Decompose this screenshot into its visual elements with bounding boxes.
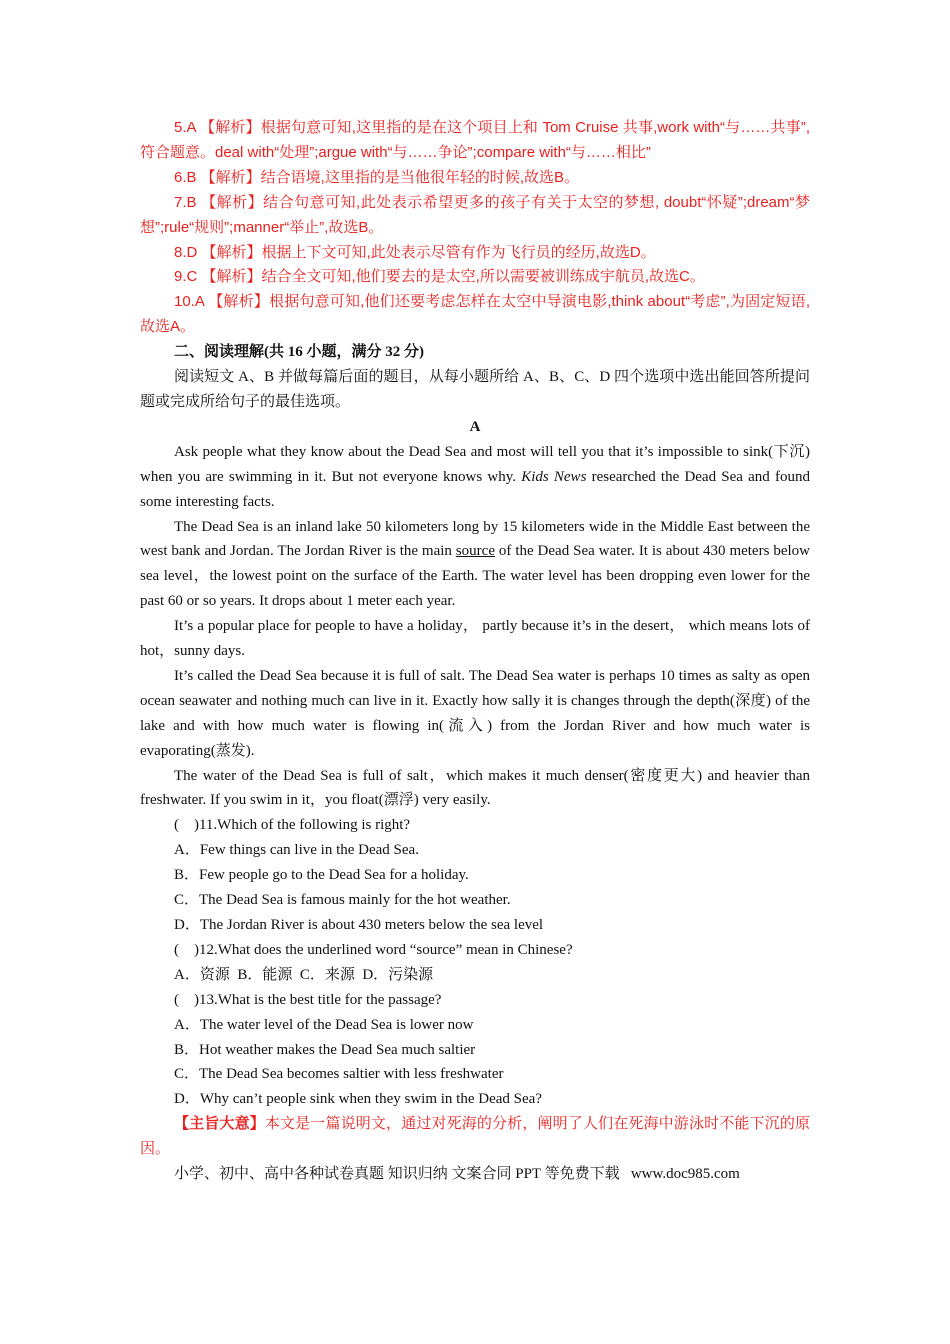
passage-paragraph-5: The water of the Dead Sea is full of salt，which makes it much denser(密度更大) and heavier than freshwater. If you swim in it，you float(漂浮) very easily.: [140, 767, 810, 809]
question-13-option-a: A．The water level of the Dead Sea is lower now: [174, 1016, 474, 1033]
passage-paragraph-3: It’s a popular place for people to have a holiday， partly because it’s in the desert， which means lots of hot，sunny days.: [140, 618, 810, 660]
section-heading: 二、阅读理解(共 16 小题，满分 32 分): [174, 344, 424, 361]
question-13-stem: ( )13.What is the best title for the passage?: [174, 991, 442, 1008]
section-instruction: 阅读短文 A、B 并做每篇后面的题目，从每小题所给 A、B、C、D 四个选项中选出能回答所提问题或完成所给句子的最佳选项。: [140, 369, 810, 410]
main-idea: [140, 1112, 810, 1162]
publication-name: Kids News: [521, 468, 587, 485]
answer-explanation-5: 5.A 【解析】根据句意可知,这里指的是在这个项目上和 Tom Cruise 共事,work with“与……共事”,符合题意。deal with“处理”;argue with“与……争论”;compare with“与……相比”: [140, 119, 810, 161]
main-idea-label: 【主旨大意】: [174, 1116, 265, 1133]
answer-explanation-7: 7.B 【解析】结合句意可知,此处表示希望更多的孩子有关于太空的梦想, doubt“怀疑”;dream“梦想”;rule“规则”;manner“举止”,故选B。: [140, 193, 810, 236]
question-11-option-b: B．Few people go to the Dead Sea for a holiday.: [174, 867, 469, 884]
document-page: [140, 116, 810, 1187]
question-13-option-d: D．Why can’t people sink when they swim in the Dead Sea?: [174, 1091, 542, 1108]
question-11-option-c: C．The Dead Sea is famous mainly for the hot weather.: [174, 892, 511, 909]
question-13-option-b: B．Hot weather makes the Dead Sea much saltier: [174, 1041, 476, 1058]
passage-paragraph-4: It’s called the Dead Sea because it is full of salt. The Dead Sea water is perhaps 10 times as salty as open ocean seawater and nothing much can live in it. Exactly how sally it is changes through the depth(深度) of the lake and with how much water is flowing in(流入) from the Jordan River and how much water is evaporating(蒸发).: [140, 667, 810, 759]
passage-paragraph-2: The Dead Sea is an inland lake 50 kilometers long by 15 kilometers wide in the Middle East between the west bank and Jordan. The Jordan River is the main source of the Dead Sea water. It is about 430 meters below sea level，the lowest point on the surface of the Earth. The water level has been dropping even lower for the past 60 or so years. It drops about 1 meter each year.: [140, 518, 810, 610]
answer-explanation-9: 9.C 【解析】结合全文可知,他们要去的是太空,所以需要被训练成宇航员,故选C。: [174, 268, 705, 286]
question-11-stem: ( )11.Which of the following is right?: [174, 817, 411, 834]
passage-title: A: [469, 418, 481, 435]
question-12-stem: ( )12.What does the underlined word “source” mean in Chinese?: [174, 941, 573, 958]
question-13-option-c: C．The Dead Sea becomes saltier with less freshwater: [174, 1066, 504, 1083]
passage-paragraph-1: Ask people what they know about the Dead Sea and most will tell you that it’s impossible to sink(下沉) when you are swimming in it. But not everyone knows why. Kids News researched the Dead Sea and found some interesting facts.: [140, 443, 811, 510]
answer-explanation-6: 6.B 【解析】结合语境,这里指的是当他很年轻的时候,故选B。: [174, 168, 580, 186]
main-idea-text: 本文是一篇说明文，通过对死海的分析，阐明了人们在死海中游泳时不能下沉的原因。: [140, 1116, 810, 1158]
underlined-word: source: [455, 543, 495, 560]
question-11-option-a: A．Few things can live in the Dead Sea.: [174, 842, 419, 859]
answer-explanation-8: 8.D 【解析】根据上下文可知,此处表示尽管有作为飞行员的经历,故选D。: [174, 243, 656, 261]
question-11-option-d: D．The Jordan River is about 430 meters below the sea level: [174, 917, 544, 933]
answer-explanation-10: 10.A 【解析】根据句意可知,他们还要考虑怎样在太空中导演电影,think about“考虑”,为固定短语,故选A。: [140, 293, 810, 336]
question-12-options: A．资源 B．能源 C．来源 D．污染源: [174, 966, 434, 983]
footer-text: 小学、初中、高中各种试卷真题 知识归纳 文案合同 PPT 等免费下载 www.doc985.com: [174, 1166, 740, 1183]
